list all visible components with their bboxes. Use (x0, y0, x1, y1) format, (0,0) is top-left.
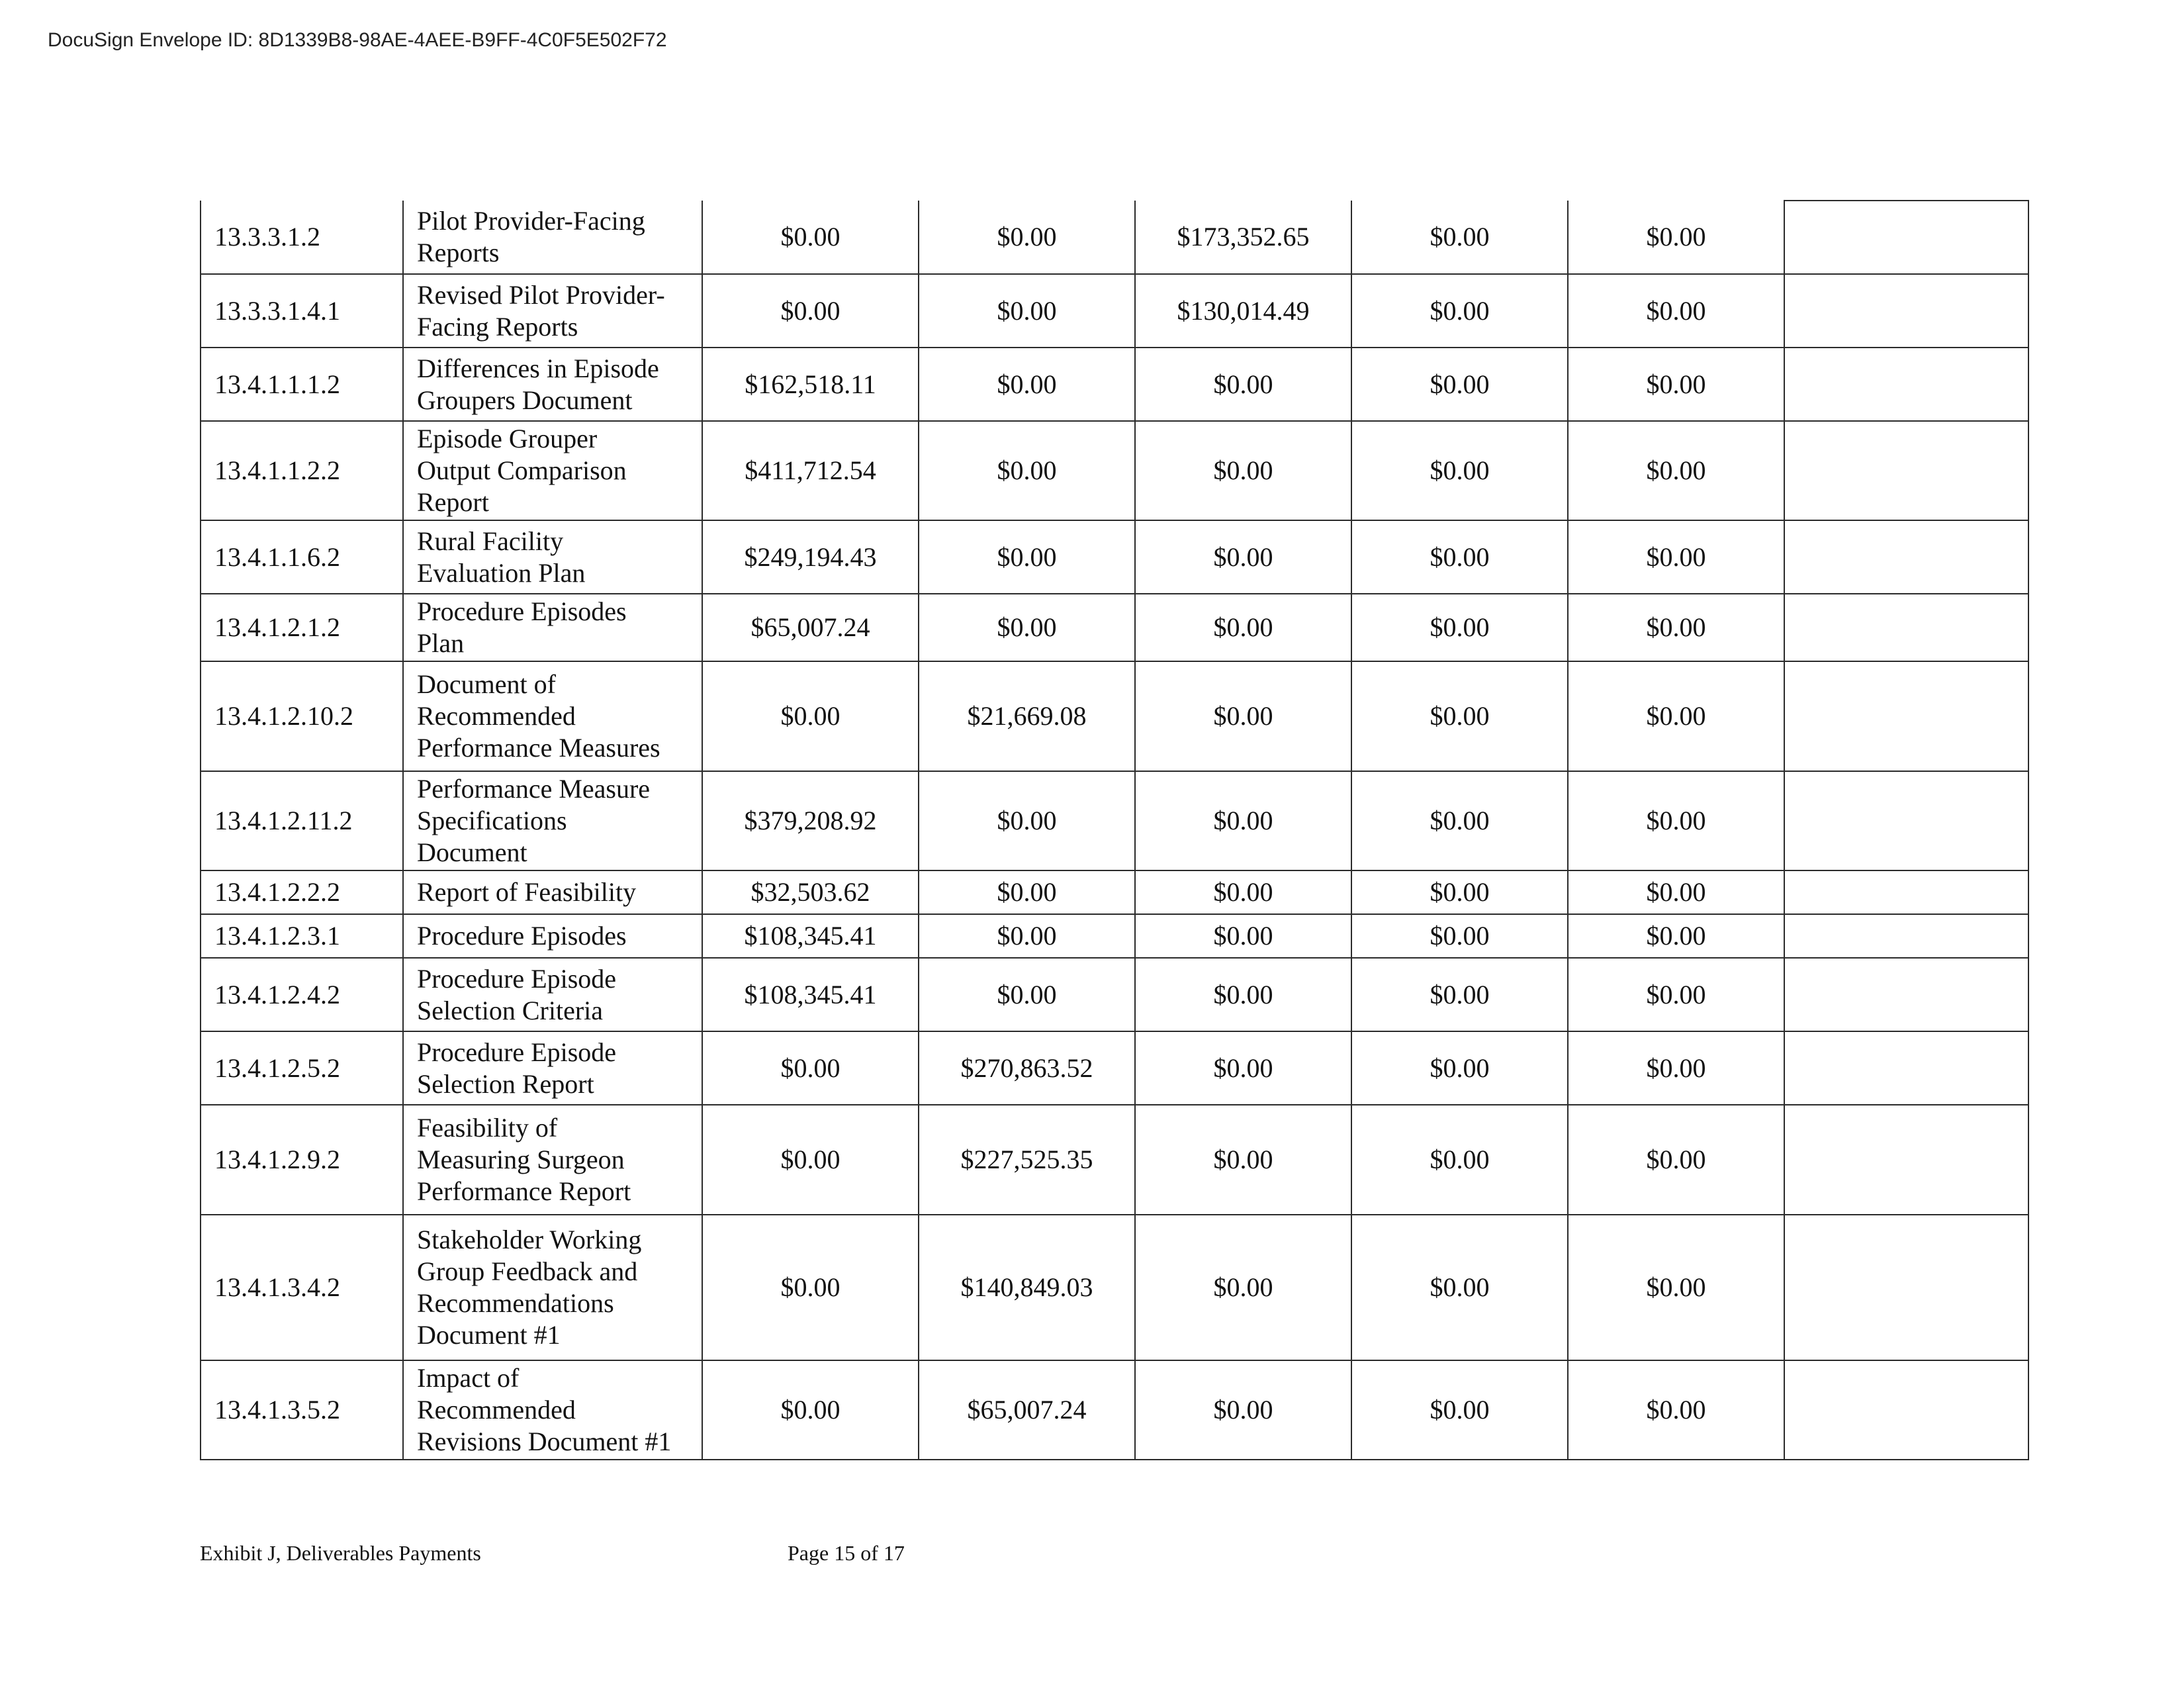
payment-amount: $0.00 (1351, 520, 1568, 594)
deliverable-id: 13.4.1.2.1.2 (201, 594, 403, 661)
description-line: Report (417, 487, 489, 517)
payment-amount: $0.00 (1351, 1105, 1568, 1215)
table-row (201, 1031, 2028, 1105)
payment-amount: $0.00 (1568, 1105, 1784, 1215)
payment-amount: $0.00 (1135, 958, 1351, 1031)
payment-amount: $162,518.11 (702, 348, 919, 421)
deliverable-id: 13.4.1.2.5.2 (201, 1031, 403, 1105)
table-row (201, 421, 2028, 520)
blank-cell (1784, 661, 2028, 771)
blank-cell (1784, 958, 2028, 1031)
payment-amount: $0.00 (1568, 1360, 1784, 1460)
description-line: Report of Feasibility (417, 877, 637, 907)
description-line: Impact of (417, 1363, 520, 1393)
payment-amount: $0.00 (1568, 1031, 1784, 1105)
table-row (201, 1105, 2028, 1215)
deliverable-id: 13.4.1.3.5.2 (201, 1360, 403, 1460)
blank-cell (1784, 274, 2028, 348)
payment-amount: $0.00 (1568, 201, 1784, 274)
payment-amount: $0.00 (1135, 870, 1351, 914)
payment-amount: $0.00 (1351, 870, 1568, 914)
payment-amount: $0.00 (1135, 594, 1351, 661)
deliverable-description (403, 421, 702, 520)
description-line: Performance Measures (417, 733, 660, 763)
blank-cell (1784, 520, 2028, 594)
page-number: Page 15 of 17 (788, 1541, 905, 1565)
deliverable-description (403, 958, 702, 1031)
table-row (201, 661, 2028, 771)
payment-amount: $0.00 (1568, 274, 1784, 348)
description-line: Procedure Episodes (417, 921, 627, 951)
blank-cell (1784, 870, 2028, 914)
payment-amount: $140,849.03 (919, 1215, 1135, 1360)
description-line: Reports (417, 238, 500, 267)
payment-amount: $0.00 (1351, 274, 1568, 348)
description-line: Recommended (417, 701, 576, 731)
payment-amount: $0.00 (1135, 1105, 1351, 1215)
description-line: Procedure Episode (417, 963, 617, 994)
payment-amount: $411,712.54 (702, 421, 919, 520)
payment-amount: $0.00 (1568, 594, 1784, 661)
deliverable-description (403, 661, 702, 771)
payment-amount: $0.00 (919, 274, 1135, 348)
description-line: Episode Grouper (417, 424, 598, 453)
payment-amount: $0.00 (919, 771, 1135, 870)
deliverables-payments-table (200, 200, 2029, 1460)
deliverable-description (403, 1105, 702, 1215)
payment-amount: $0.00 (1135, 771, 1351, 870)
description-line: Revisions Document #1 (417, 1427, 672, 1456)
blank-cell (1784, 348, 2028, 421)
description-line: Document #1 (417, 1320, 561, 1350)
deliverable-description (403, 914, 702, 958)
payment-amount: $65,007.24 (919, 1360, 1135, 1460)
description-line: Stakeholder Working (417, 1225, 642, 1254)
description-line: Rural Facility (417, 526, 564, 556)
deliverable-description (403, 1360, 702, 1460)
payment-amount: $0.00 (919, 348, 1135, 421)
payment-amount: $0.00 (919, 958, 1135, 1031)
deliverable-id: 13.4.1.2.11.2 (201, 771, 403, 870)
payment-amount: $0.00 (1568, 421, 1784, 520)
description-line: Recommended (417, 1395, 576, 1425)
table-row (201, 201, 2028, 274)
payment-amount: $0.00 (919, 870, 1135, 914)
description-line: Selection Criteria (417, 995, 604, 1025)
deliverable-id: 13.4.1.2.10.2 (201, 661, 403, 771)
blank-cell (1784, 1215, 2028, 1360)
deliverable-description (403, 520, 702, 594)
description-line: Differences in Episode (417, 353, 659, 383)
description-line: Group Feedback and (417, 1256, 638, 1286)
description-line: Document of (417, 669, 556, 699)
payment-amount: $0.00 (1351, 661, 1568, 771)
deliverable-id: 13.3.3.1.4.1 (201, 274, 403, 348)
description-line: Revised Pilot Provider- (417, 279, 665, 310)
payment-amount: $0.00 (919, 594, 1135, 661)
payment-amount: $0.00 (1351, 421, 1568, 520)
payment-amount: $379,208.92 (702, 771, 919, 870)
table-row (201, 520, 2028, 594)
payment-amount: $0.00 (1135, 1215, 1351, 1360)
table-row (201, 870, 2028, 914)
payment-amount: $0.00 (1568, 348, 1784, 421)
description-line: Selection Report (417, 1068, 594, 1099)
deliverable-description (403, 348, 702, 421)
payment-amount: $0.00 (1351, 1031, 1568, 1105)
payment-amount: $0.00 (919, 201, 1135, 274)
deliverable-id: 13.4.1.2.3.1 (201, 914, 403, 958)
deliverable-description (403, 201, 702, 274)
payment-amount: $0.00 (1568, 914, 1784, 958)
payment-amount: $0.00 (919, 421, 1135, 520)
payment-amount: $0.00 (1135, 421, 1351, 520)
payment-amount: $173,352.65 (1135, 201, 1351, 274)
payment-amount: $0.00 (1135, 914, 1351, 958)
footer-title: Exhibit J, Deliverables Payments (200, 1541, 481, 1565)
blank-cell (1784, 201, 2028, 274)
payment-amount: $0.00 (1351, 1360, 1568, 1460)
payment-amount: $130,014.49 (1135, 274, 1351, 348)
table-row (201, 348, 2028, 421)
payment-amount: $0.00 (702, 1360, 919, 1460)
blank-cell (1784, 1360, 2028, 1460)
description-line: Groupers Document (417, 385, 633, 415)
payment-amount: $0.00 (919, 914, 1135, 958)
payment-amount: $0.00 (1351, 958, 1568, 1031)
blank-cell (1784, 421, 2028, 520)
blank-cell (1784, 1105, 2028, 1215)
description-line: Performance Report (417, 1176, 631, 1206)
payment-amount: $0.00 (1568, 958, 1784, 1031)
deliverable-description (403, 771, 702, 870)
deliverable-id: 13.4.1.1.2.2 (201, 421, 403, 520)
deliverable-description (403, 1215, 702, 1360)
deliverable-id: 13.4.1.2.9.2 (201, 1105, 403, 1215)
payment-amount: $0.00 (1351, 771, 1568, 870)
description-line: Recommendations (417, 1288, 614, 1318)
deliverable-id: 13.4.1.1.1.2 (201, 348, 403, 421)
payment-amount: $249,194.43 (702, 520, 919, 594)
payment-amount: $0.00 (1351, 201, 1568, 274)
description-line: Performance Measure (417, 774, 651, 804)
payment-amount: $0.00 (1351, 914, 1568, 958)
payment-amount: $0.00 (919, 520, 1135, 594)
table-row (201, 274, 2028, 348)
blank-cell (1784, 914, 2028, 958)
payment-amount: $0.00 (702, 1105, 919, 1215)
description-line: Facing Reports (417, 311, 578, 342)
description-line: Specifications (417, 806, 567, 835)
payment-amount: $108,345.41 (702, 958, 919, 1031)
payment-amount: $32,503.62 (702, 870, 919, 914)
description-line: Measuring Surgeon (417, 1145, 625, 1174)
blank-cell (1784, 1031, 2028, 1105)
payment-amount: $0.00 (1568, 520, 1784, 594)
payment-amount: $0.00 (1351, 594, 1568, 661)
deliverable-id: 13.3.3.1.2 (201, 201, 403, 274)
payment-amount: $270,863.52 (919, 1031, 1135, 1105)
table-row (201, 771, 2028, 870)
payment-amount: $0.00 (702, 274, 919, 348)
payment-amount: $0.00 (702, 1031, 919, 1105)
payment-amount: $0.00 (1568, 661, 1784, 771)
deliverable-id: 13.4.1.2.4.2 (201, 958, 403, 1031)
payment-amount: $0.00 (1135, 348, 1351, 421)
blank-cell (1784, 594, 2028, 661)
payment-amount: $0.00 (1568, 771, 1784, 870)
envelope-id: DocuSign Envelope ID: 8D1339B8-98AE-4AEE-B9FF-4C0F5E502F72 (48, 29, 667, 51)
description-line: Procedure Episode (417, 1037, 617, 1067)
payment-amount: $0.00 (1351, 1215, 1568, 1360)
payment-amount: $0.00 (702, 201, 919, 274)
table-body (201, 201, 2028, 1460)
deliverable-description (403, 870, 702, 914)
payment-amount: $21,669.08 (919, 661, 1135, 771)
description-line: Plan (417, 628, 465, 658)
payment-amount: $0.00 (1135, 520, 1351, 594)
description-line: Procedure Episodes (417, 596, 627, 626)
description-line: Feasibility of (417, 1113, 558, 1143)
payment-amount: $0.00 (1135, 661, 1351, 771)
payment-amount: $0.00 (1568, 870, 1784, 914)
table-row (201, 1215, 2028, 1360)
table-row (201, 1360, 2028, 1460)
payment-amount: $108,345.41 (702, 914, 919, 958)
payment-amount: $0.00 (702, 661, 919, 771)
description-line: Evaluation Plan (417, 557, 586, 588)
payment-amount: $0.00 (1135, 1031, 1351, 1105)
description-line: Pilot Provider-Facing (417, 206, 645, 236)
payment-amount: $0.00 (1351, 348, 1568, 421)
deliverable-id: 13.4.1.2.2.2 (201, 870, 403, 914)
deliverable-id: 13.4.1.3.4.2 (201, 1215, 403, 1360)
description-line: Document (417, 837, 527, 867)
payment-amount: $0.00 (1568, 1215, 1784, 1360)
deliverable-description (403, 594, 702, 661)
deliverable-description (403, 274, 702, 348)
payment-amount: $0.00 (1135, 1360, 1351, 1460)
deliverable-id: 13.4.1.1.6.2 (201, 520, 403, 594)
blank-cell (1784, 771, 2028, 870)
description-line: Output Comparison (417, 455, 627, 485)
table-row (201, 594, 2028, 661)
payment-amount: $65,007.24 (702, 594, 919, 661)
deliverable-description (403, 1031, 702, 1105)
payment-amount: $0.00 (702, 1215, 919, 1360)
table-row (201, 958, 2028, 1031)
payment-amount: $227,525.35 (919, 1105, 1135, 1215)
table-row (201, 914, 2028, 958)
